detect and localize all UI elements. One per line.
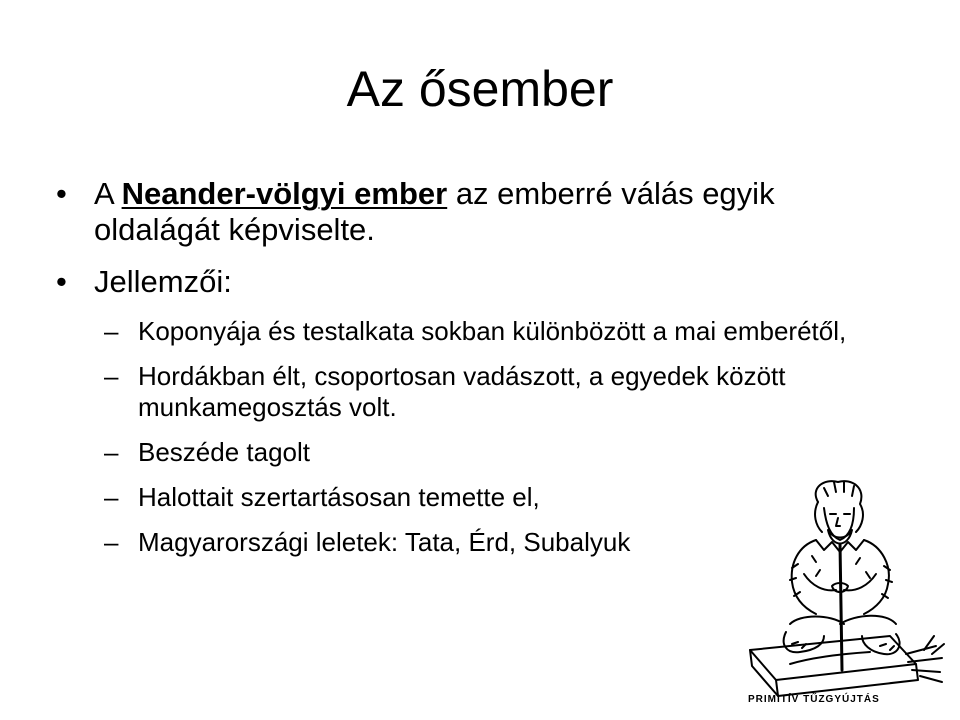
sub-bullet-text: Halottait szertartásosan temette el, <box>138 482 540 512</box>
sub-bullet-item <box>0 361 858 423</box>
sub-bullet-item <box>0 437 858 468</box>
caveman-fire-making-drawing-icon <box>720 474 960 714</box>
bullet-mark: • <box>56 176 67 211</box>
slide-title: Az ősember <box>346 61 614 117</box>
sub-bullet-mark: – <box>104 361 119 391</box>
sub-bullet-text: Koponyája és testalkata sokban különbözött a mai emberétől, <box>138 316 847 346</box>
bullet-suffix: az emberré válás egyik oldalágát képviselte. <box>94 176 775 247</box>
bullet-emphasis: Neander-völgyi ember <box>121 176 448 211</box>
bullet-item-neanderthal <box>0 176 834 248</box>
sub-bullet-text: Hordákban élt, csoportosan vadászott, a egyedek között munkamegosztás volt. <box>138 361 786 422</box>
sub-bullet-mark: – <box>104 437 119 467</box>
bullet-prefix: A <box>94 176 122 211</box>
sub-bullet-text: Magyarországi leletek: Tata, Érd, Subalyuk <box>138 527 631 557</box>
illustration-caption: PRIMITÍV TŰZGYÚJTÁS <box>748 694 880 705</box>
sub-bullet-mark: – <box>104 482 119 512</box>
sub-bullet-mark: – <box>104 527 119 557</box>
bullet-mark: • <box>56 264 67 299</box>
bullet-item-characteristics <box>0 264 834 300</box>
bullet-text: Jellemzői: <box>94 264 232 299</box>
sub-bullet-text: Beszéde tagolt <box>138 437 311 467</box>
sub-bullet-mark: – <box>104 316 119 346</box>
sub-bullet-item <box>0 316 858 347</box>
caveman-drawing-svg <box>720 474 960 714</box>
